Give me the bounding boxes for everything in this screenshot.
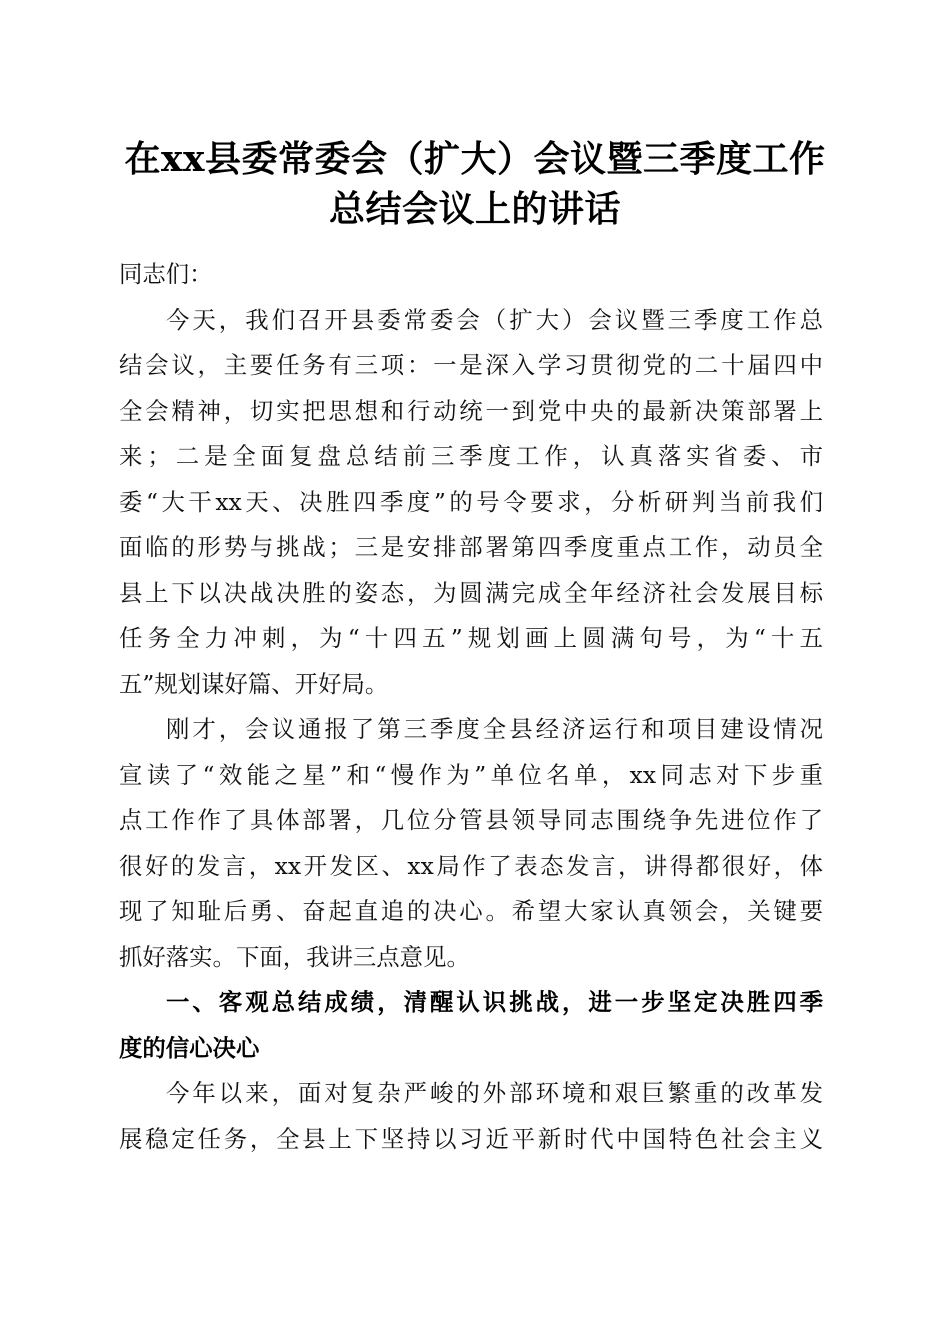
document-body xyxy=(119,252,823,1162)
title-line-1: 在xx县委常委会（扩大）会议暨三季度工作 xyxy=(124,138,826,180)
salutation: 同志们： xyxy=(119,260,213,288)
document-title xyxy=(100,134,850,234)
paragraph-1 xyxy=(119,298,823,708)
heading-line: 度的信心决心 xyxy=(119,1033,260,1062)
paragraph-line: 很好的发言，xx开发区、xx局作了表态发言，讲得都很好，体 xyxy=(119,851,823,880)
paragraph-line: 面临的形势与挑战；三是安排部署第四季度重点工作，动员全 xyxy=(119,533,823,561)
paragraph-line: 展稳定任务，全县上下坚持以习近平新时代中国特色社会主义 xyxy=(119,1124,823,1153)
paragraph-line: 委“大干xx天、决胜四季度”的号令要求，分析研判当前我们 xyxy=(119,487,823,516)
paragraph-line: 今天，我们召开县委常委会（扩大）会议暨三季度工作总 xyxy=(166,305,823,334)
paragraph-line: 来；二是全面复盘总结前三季度工作，认真落实省委、市 xyxy=(119,442,823,470)
paragraph-line: 宣读了“效能之星”和“慢作为”单位名单，xx同志对下步重 xyxy=(119,760,823,789)
paragraph-line: 全会精神，切实把思想和行动统一到党中央的最新决策部署上 xyxy=(119,396,823,425)
paragraph-3 xyxy=(119,1071,823,1162)
section-heading-1 xyxy=(119,980,823,1071)
paragraph-line: 今年以来，面对复杂严峻的外部环境和艰巨繁重的改革发 xyxy=(166,1079,823,1107)
paragraph-line: 现了知耻后勇、奋起直追的决心。希望大家认真领会，关键要 xyxy=(119,897,823,925)
paragraph-line: 五”规划谋好篇、开好局。 xyxy=(119,669,389,698)
paragraph-line: 结会议，主要任务有三项：一是深入学习贯彻党的二十届四中 xyxy=(119,351,823,379)
heading-line: 一、客观总结成绩，清醒认识挑战，进一步坚定决胜四季 xyxy=(166,988,823,1016)
paragraph-line: 刚才，会议通报了第三季度全县经济运行和项目建设情况 xyxy=(166,715,823,743)
paragraph-line: 点工作作了具体部署，几位分管县领导同志围绕争先进位作了 xyxy=(119,806,823,834)
paragraph-line: 县上下以决战决胜的姿态，为圆满完成全年经济社会发展目标 xyxy=(119,578,823,607)
paragraph-line: 抓好落实。下面，我讲三点意见。 xyxy=(119,942,470,971)
paragraph-line: 任务全力冲刺，为“十四五”规划画上圆满句号，为“十五 xyxy=(119,624,823,652)
title-line-2: 总结会议上的讲话 xyxy=(328,188,621,230)
paragraph-2 xyxy=(119,707,823,980)
